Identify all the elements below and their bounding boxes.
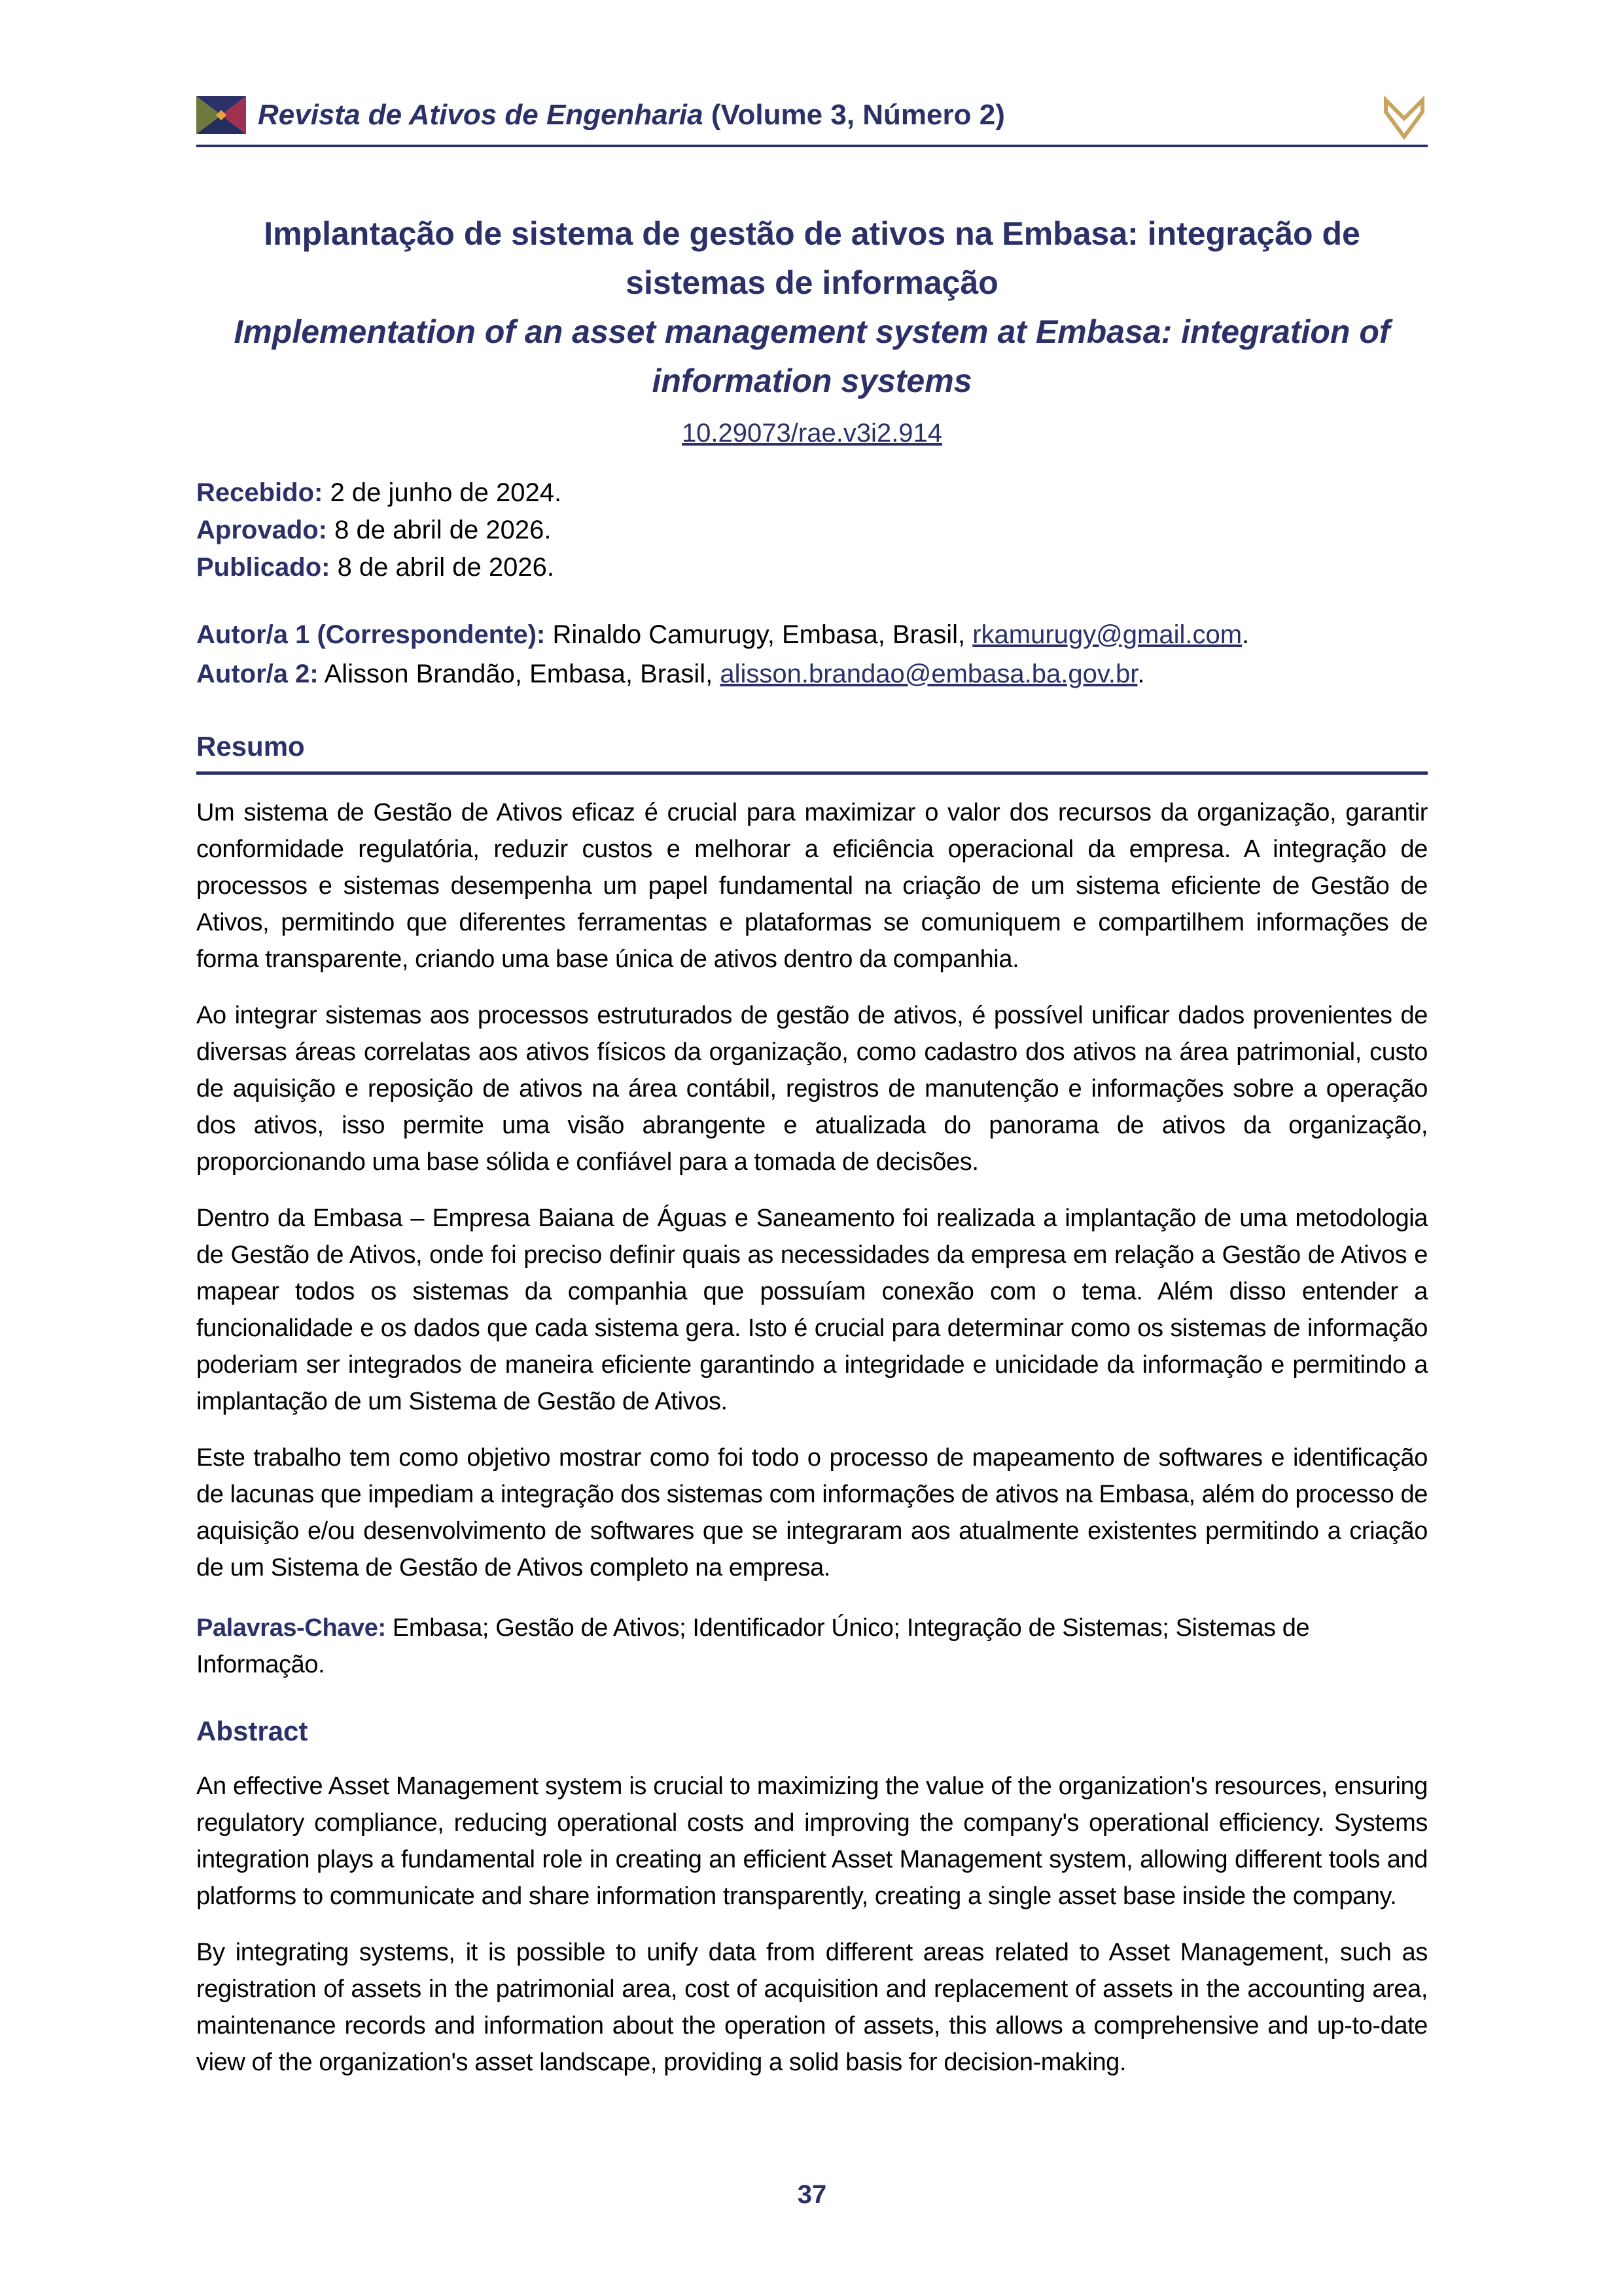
journal-title-name: Revista de Ativos de Engenharia bbox=[258, 99, 703, 131]
resumo-paragraph-1: Um sistema de Gestão de Ativos eficaz é crucial para maximizar o valor dos recursos da organização, garantir conformidade regulatória, reduzir custos e melhorar a eficiência operacional da empresa. A integração de processos e sistemas desempenha um papel fundamental na criação de um sistema eficiente de Gestão de Ativos, permitindo que diferentes ferramentas e plataformas se comuniquem e compartilhem informações de forma transparente, criando uma base única de ativos dentro da companhia. bbox=[196, 799, 1428, 973]
journal-header bbox=[196, 95, 1428, 147]
resumo-heading: Resumo bbox=[196, 730, 1428, 775]
resumo-paragraph-3: Dentro da Embasa – Empresa Baiana de Águas e Saneamento foi realizada a implantação de uma metodologia de Gestão de Ativos, onde foi preciso definir quais as necessidades da empresa em relação a Gestão de Ativos e mapear todos os sistemas da companhia que possuíam conexão com o tema. Além disso entender a funcionalidade e os dados que cada sistema gera. Isto é crucial para determinar como os sistemas de informação poderiam ser integrados de maneira eficiente garantindo a integridade e unicidade da informação e permitindo a implantação de um Sistema de Gestão de Ativos. bbox=[196, 1205, 1428, 1415]
author-1-label: Autor/a 1 (Correspondente): bbox=[196, 620, 546, 649]
received-label: Recebido: bbox=[196, 478, 323, 507]
journal-title-volume: (Volume 3, Número 2) bbox=[703, 99, 1005, 131]
page-number: 37 bbox=[797, 2180, 827, 2209]
resumo-paragraph-4: Este trabalho tem como objetivo mostrar como foi todo o processo de mapeamento de softwares e identificação de lacunas que impediam a integração dos sistemas com informações de ativos na Embasa, além do processo de aquisição e/ou desenvolvimento de softwares que se integraram aos atualmente existentes permitindo a criação de um Sistema de Gestão de Ativos completo na empresa. bbox=[196, 1444, 1428, 1581]
journal-title bbox=[258, 99, 1005, 132]
abstract-paragraph-2: By integrating systems, it is possible to unify data from different areas related to Asset Management, such as registration of assets in the patrimonial area, cost of acquisition and replacement of assets in the accounting area, maintenance records and information about the operation of assets, this allows a comprehensive and up-to-date view of the organization's asset landscape, providing a solid basis for decision-making. bbox=[196, 1939, 1428, 2076]
published-label: Publicado: bbox=[196, 553, 330, 582]
journal-header-left bbox=[196, 96, 1005, 134]
approved-label: Aprovado: bbox=[196, 516, 327, 544]
keywords-value: Embasa; Gestão de Ativos; Identificador Único; Integração de Sistemas; Sistemas de Informação. bbox=[196, 1614, 1310, 1678]
journal-logo-icon bbox=[196, 96, 246, 134]
author-1-info: Rinaldo Camurugy, Embasa, Brasil, bbox=[545, 620, 973, 649]
author-2-label: Autor/a 2: bbox=[196, 660, 319, 688]
doi-line bbox=[196, 415, 1428, 452]
published-value: 8 de abril de 2026. bbox=[330, 553, 554, 582]
keywords-line bbox=[196, 1610, 1428, 1683]
approved-line bbox=[196, 512, 1428, 549]
article-title-en: Implementation of an asset management system at Embasa: integration of information systems bbox=[234, 313, 1390, 399]
author-2-email-link[interactable]: alisson.brandao@embasa.ba.gov.br bbox=[720, 660, 1138, 688]
keywords-label: Palavras-Chave: bbox=[196, 1614, 386, 1642]
abstract-heading: Abstract bbox=[196, 1716, 308, 1746]
received-line bbox=[196, 474, 1428, 512]
doi-link[interactable]: 10.29073/rae.v3i2.914 bbox=[681, 419, 943, 448]
published-line bbox=[196, 549, 1428, 586]
author-1-email-link[interactable]: rkamurugy@gmail.com bbox=[972, 620, 1243, 649]
abstract-paragraph-1: An effective Asset Management system is crucial to maximizing the value of the organization's resources, ensuring regulatory compliance, reducing operational costs and improving the company's operational efficiency. Systems integration plays a fundamental role in creating an efficient Asset Management system, allowing different tools and platforms to communicate and share information transparently, creating a single asset base inside the company. bbox=[196, 1773, 1428, 1910]
resumo-paragraph-2: Ao integrar sistemas aos processos estruturados de gestão de ativos, é possível unificar dados provenientes de diversas áreas correlatas aos ativos físicos da organização, como cadastro dos ativos na área patrimonial, custo de aquisição e reposição de ativos na área contábil, registros de manutenção e informações sobre a operação dos ativos, isso permite uma visão abrangente e atualizada do panorama de ativos da organização, proporcionando uma base sólida e confiável para a tomada de decisões. bbox=[196, 1002, 1428, 1176]
authors-block bbox=[196, 615, 1428, 694]
approved-value: 8 de abril de 2026. bbox=[327, 516, 552, 544]
author-line-2 bbox=[196, 654, 1428, 694]
author-1-period: . bbox=[1242, 620, 1250, 649]
article-title-pt: Implantação de sistema de gestão de ativos na Embasa: integração de sistemas de informação bbox=[264, 215, 1360, 301]
gold-chevron-down-icon bbox=[1381, 95, 1428, 142]
author-2-period: . bbox=[1137, 660, 1145, 688]
title-block bbox=[196, 209, 1428, 452]
author-line-1 bbox=[196, 615, 1428, 654]
received-value: 2 de junho de 2024. bbox=[323, 478, 562, 507]
author-2-info: Alisson Brandão, Embasa, Brasil, bbox=[318, 660, 720, 688]
dates-block bbox=[196, 474, 1428, 586]
